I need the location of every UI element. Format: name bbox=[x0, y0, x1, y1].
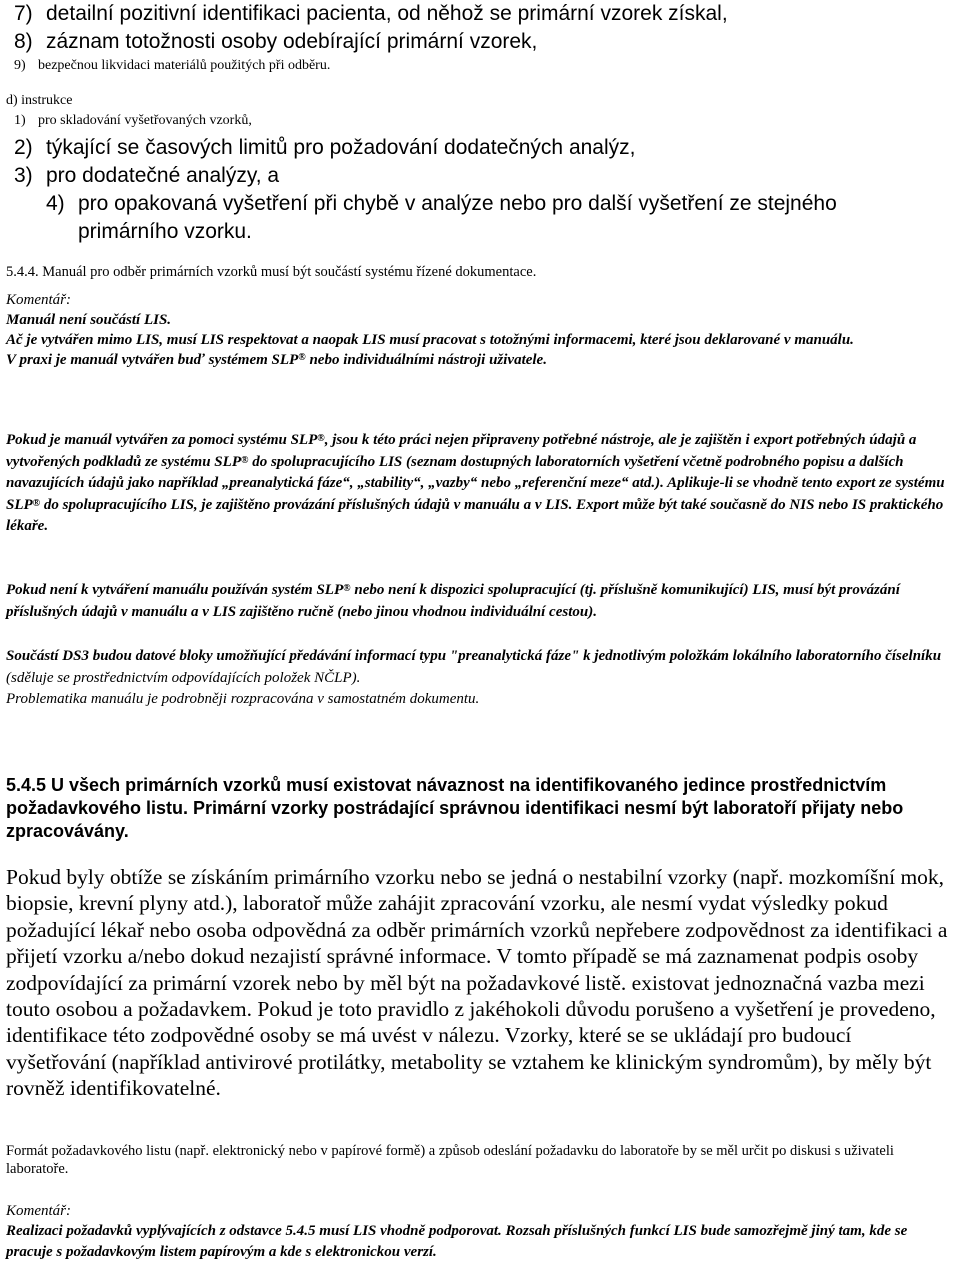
section-5-4-4: 5.4.4. Manuál pro odběr primárních vzorků musí být součástí systému řízené dokumentace. bbox=[6, 264, 537, 280]
comment-text: Realizaci požadavků vyplývajících z odstavce 5.4.5 musí LIS vhodně podporovat. Rozsah příslušných funkcí LIS bude samozřejmě jiný tam, kde se pracuje s požadavkovým listem papírovým a kde s elektronickou verzí. bbox=[6, 1223, 908, 1260]
comment-line: Ač je vytvářen mimo LIS, musí LIS respektovat a naopak LIS musí pracovat s totožnými informacemi, které jsou deklarované v manuálu. bbox=[6, 332, 854, 348]
list-item: 1) pro skladování vyšetřovaných vzorků, bbox=[14, 113, 252, 128]
list-item: 4) pro opakovaná vyšetření při chybě v analýze nebo pro další vyšetření ze stejného primárního vzorku. bbox=[46, 192, 837, 243]
paragraph-ds3: Součástí DS3 budou datové bloky umožňující předávání informací typu "preanalytická fáze" k jednotlivým položkám lokálního laboratorního číselníku (sděluje se prostřednictvím odpovídajících položek NČLP). Problematika manuálu je podrobněji rozpracována v samostatném dokumentu. bbox=[6, 648, 942, 707]
comment-2 bbox=[6, 1201, 954, 1263]
list-item: 7) detailní pozitivní identifikaci pacienta, od něhož se primární vzorek získal, bbox=[14, 2, 728, 25]
paragraph-slp-2: Pokud není k vytváření manuálu používán systém SLP® nebo není k dispozici spolupracující (tj. příslušně komunikující) LIS, musí být provázání příslušných údajů v manuálu a v LIS zajištěno ručně (nebo jinou vhodnou individuální cestou). bbox=[6, 582, 900, 620]
comment-line: Manuál není součástí LIS. bbox=[6, 312, 172, 328]
instrukce-label: d) instrukce bbox=[6, 93, 73, 108]
comment-1 bbox=[6, 290, 954, 370]
comment-label: Komentář: bbox=[6, 1203, 71, 1219]
comment-label: Komentář: bbox=[6, 292, 71, 308]
list-item: 9) bezpečnou likvidaci materiálů použitých při odběru. bbox=[14, 58, 331, 73]
format-note: Formát požadavkového listu (např. elektronický nebo v papírové formě) a způsob odeslání požadavku do laboratoře by se měl určit po diskusi s uživateli laboratoře. bbox=[6, 1143, 894, 1177]
registered-mark-icon: ® bbox=[343, 583, 351, 594]
comment-line: V praxi je manuál vytvářen buď systémem SLP® nebo individuálními nástroji uživatele. bbox=[6, 352, 547, 368]
registered-mark-icon: ® bbox=[240, 454, 249, 466]
paragraph-slp-1: Pokud je manuál vytvářen za pomoci systému SLP®, jsou k této práci nejen připraveny potřebné nástroje, ale je zajištěn i export potřebných údajů a vytvořených podkladů ze systému SLP® do spolupracujícího LIS (seznam dostupných laboratorních vyšetření včetně podrobného popisu a dalších navazujících údajů jako například „preanalytická fáze“, „stability“, „vazby“ nebo „referenční meze“ atd.). Aplikuje-li se vhodně tento export ze systému SLP® do spolupracujícího LIS, je zajištěno provázání příslušných údajů v manuálu a v LIS. Export může být také současně do NIS nebo IS praktického lékaře. bbox=[6, 432, 945, 534]
instrukce-section bbox=[6, 92, 954, 246]
heading-5-4-5: 5.4.5 U všech primárních vzorků musí existovat návaznost na identifikovaného jedince prostřednictvím požadavkového listu. Primární vzorky postrádající správnou identifikaci nesmí být laboratoří přijaty nebo zpracovávány. bbox=[6, 775, 904, 841]
registered-mark-icon: ® bbox=[298, 352, 306, 363]
list-item: 2) týkající se časových limitů pro požadování dodatečných analýz, bbox=[14, 136, 636, 159]
list-top bbox=[6, 0, 954, 75]
list-item: 3) pro dodatečné analýzy, a bbox=[14, 164, 280, 187]
list-item: 8) záznam totožnosti osoby odebírající primární vzorek, bbox=[14, 30, 538, 53]
registered-mark-icon: ® bbox=[32, 497, 41, 509]
registered-mark-icon: ® bbox=[317, 433, 325, 444]
paragraph-main: Pokud byly obtíže se získáním primárního vzorku nebo se jedná o nestabilní vzorky (např. mozkomíšní mok, biopsie, krevní plyny atd.), laboratoř může zahájit zpracování vzorku, ale nesmí vydat výsledky pokud požadující lékař nebo osoba odpovědná za odběr primárních vzorků nepřebere zodpovědnost za identifikaci a přijetí vzorku a/nebo dokud nezajistí správné informace. V tomto případě se má zaznamenat podpis osoby zodpovídající za primární vzorek nebo by měl být na požadavkové listě. existovat jednoznačná vazba mezi touto osobou a požadavkem. Pokud je toto pravidlo z jakéhokoli důvodu porušeno a vyšetření je provedeno, identifikace této zodpovědné osoby se má uvést v nálezu. Vzorky, které se se ukládají pro budoucí vyšetřování (například antivirové protilátky, metabolity se vztahem ke klinickým syndromům), by měly být rovněž identifikovatelné. bbox=[6, 865, 948, 1101]
